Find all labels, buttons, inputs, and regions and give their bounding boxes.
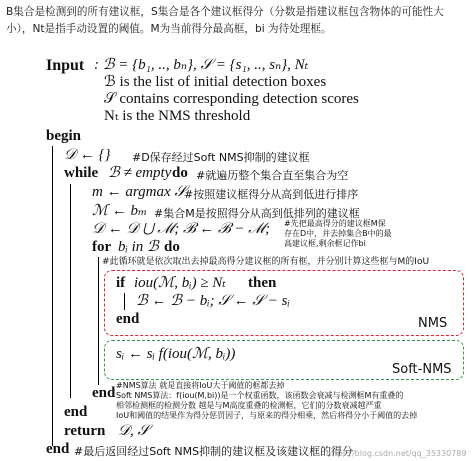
- then-keyword: then: [248, 275, 277, 291]
- while-block-bar: [70, 184, 71, 398]
- d-init: 𝒟 ← {}: [64, 147, 111, 163]
- end-for-note-4: IoU和阈值的结果作为得分惩罚因子，与原来的得分相乘，然后将得分小于阈值的去掉: [116, 411, 418, 420]
- description-line-1: B集合是检测到的所有建议框，S集合是各个建议框得分（分数是指建议框包含物体的可能性大: [6, 6, 444, 18]
- while-keyword: while: [64, 165, 99, 181]
- d-update-note-2: 存在D中，并去掉集合B中的最: [284, 229, 392, 238]
- end-while-keyword: end: [64, 404, 88, 420]
- d-update-note-1: #先把最高得分的建议框M保: [284, 219, 386, 228]
- for-condition: bᵢ in ℬ: [118, 239, 159, 255]
- description-line-2: 小），Nt是指手动设置的阈值。M为当前得分最高框，bi 为待处理框。: [6, 23, 332, 35]
- nms-label: NMS: [418, 316, 448, 331]
- argmax-note: #按照建议框得分从高到低进行排序: [184, 188, 359, 201]
- for-do-keyword: do: [164, 239, 180, 255]
- if-condition: iou(ℳ, bᵢ) ≥ Nₜ: [134, 275, 227, 291]
- soft-nms-label: Soft-NMS: [392, 362, 452, 377]
- input-nt-desc: Nₜ is the NMS threshold: [104, 108, 251, 124]
- argmax-line: m ← argmax 𝒮: [92, 184, 186, 200]
- end-for-note-1: #NMS算法 就是直接将IoU大于阈值的框都去掉: [116, 381, 285, 390]
- end-main-keyword: end: [46, 441, 70, 457]
- while-condition: ℬ ≠ empty: [108, 165, 172, 181]
- end-for-note-3: 相邻检测框的检测分数 越是与M高度重叠的检测框，它们的分数衰减越严重: [116, 401, 382, 410]
- end-for-note-2: Soft NMS算法：f(iou(M,bi))是一个权重函数，该函数会衰减与检测框M有重叠的: [116, 391, 404, 400]
- begin-keyword: begin: [46, 128, 82, 144]
- soft-nms-line: sᵢ ← sᵢ f(iou(ℳ, bᵢ)): [116, 346, 236, 362]
- m-assign-note: #集合M是按照得分从高到低排列的建议框: [154, 207, 360, 220]
- return-keyword: return: [64, 423, 106, 439]
- if-block-bar: [124, 293, 125, 310]
- return-value: 𝒟, 𝒮: [118, 423, 150, 439]
- end-for-keyword: end: [92, 385, 116, 401]
- m-assign-line: ℳ ← bₘ: [92, 203, 148, 219]
- input-s-desc: 𝒮 contains corresponding detection scores: [104, 91, 359, 107]
- while-note: #就遍历整个集合直至集合为空: [196, 169, 349, 182]
- d-update-line: 𝒟 ← 𝒟 ⋃ ℳ; ℬ ← ℬ − ℳ;: [92, 221, 271, 237]
- do-keyword: do: [172, 165, 188, 181]
- outer-block-bar: [52, 146, 53, 446]
- loop-note: #此循环就是依次取出去掉最高得分建议框的所有框，并分别计算这些框与M的IoU: [102, 257, 430, 267]
- input-math: : ℬ = {b₁, .., bₙ}, 𝒮 = {s₁, .., sₙ}, Nₜ: [94, 57, 309, 73]
- for-keyword: for: [92, 239, 112, 255]
- if-body: ℬ ← ℬ − bᵢ; 𝒮 ← 𝒮 − sᵢ: [136, 293, 290, 309]
- input-b-desc: ℬ is the list of initial detection boxes: [104, 74, 327, 90]
- end-if-keyword: end: [116, 311, 140, 327]
- watermark: https://blog.csdn.net/qq_35330789: [326, 449, 467, 458]
- for-block-bar: [98, 257, 99, 385]
- input-keyword: Input: [46, 57, 85, 74]
- end-main-note: #最后返回经过Soft NMS抑制的建议框及该建议框的得分: [74, 445, 354, 458]
- if-keyword: if: [116, 275, 126, 291]
- d-update-note-3: 高建议框,剩余框记作bi: [284, 239, 366, 248]
- d-init-note: #D保存经过Soft NMS抑制的建议框: [132, 151, 310, 164]
